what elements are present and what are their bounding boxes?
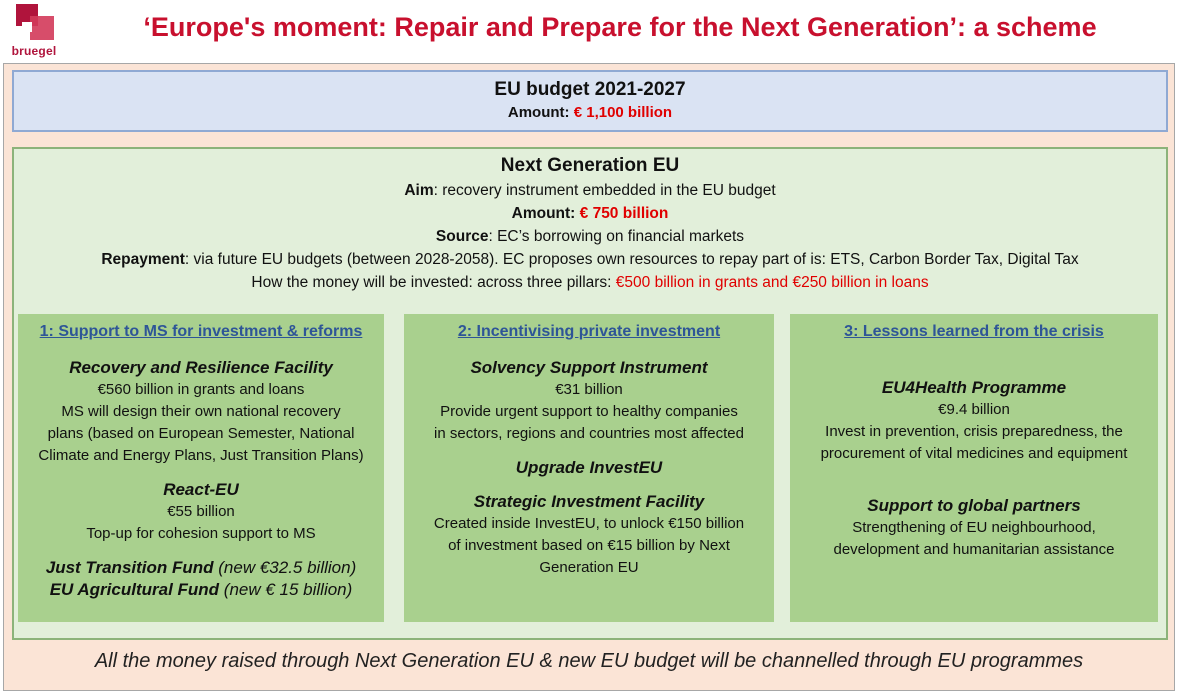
budget-amount: Amount: € 1,100 billion [507, 104, 673, 121]
budget-heading: EU budget 2021-2027 [494, 79, 686, 100]
ngeu-repayment-text: : via future EU budgets (between 2028-2058). EC proposes own resources to repay part of is: ETS, Carbon Border Tax, Digital Tax [184, 251, 1079, 268]
program-name: Solvency Support Instrument [470, 358, 708, 377]
pillar-1-item-rrf [18, 357, 384, 467]
program-line: €560 billion in grants and loans [97, 381, 305, 398]
program-line: Provide urgent support to healthy companies [440, 403, 738, 420]
pillar-3-item-global [790, 495, 1158, 561]
ngeu-invest-text: How the money will be invested: across three pillars: [251, 274, 616, 291]
ngeu-heading: Next Generation EU [500, 155, 680, 176]
ngeu-invest [14, 271, 1166, 294]
program-line: procurement of vital medicines and equipment [820, 445, 1128, 462]
program-line: Created inside InvestEU, to unlock €150 billion [433, 515, 745, 532]
program-line: Strengthening of EU neighbourhood, [852, 519, 1096, 536]
ngeu-amount: Amount: € 750 billion [511, 205, 669, 222]
ngeu-repayment-label: Repayment [101, 251, 185, 268]
logo-square-inner [22, 22, 32, 32]
program-line: in sectors, regions and countries most affected [434, 425, 744, 442]
ngeu-aim [14, 179, 1166, 202]
logo-square-front [30, 16, 54, 40]
program-line: Climate and Energy Plans, Just Transition Plans) [38, 447, 364, 464]
program-line: Generation EU [539, 559, 639, 576]
budget-amount-value: € 1,100 billion [573, 104, 673, 121]
pillar-3-title: 3: Lessons learned from the crisis [844, 323, 1104, 340]
fund-agricultural [18, 579, 384, 601]
pillar-3 [790, 314, 1158, 622]
program-line: Invest in prevention, crisis preparedness, the [825, 423, 1123, 440]
ngeu-source-text: : EC’s borrowing on financial markets [488, 228, 745, 245]
pillar-2 [404, 314, 774, 622]
fund-just-transition [18, 557, 384, 579]
bruegel-logo [6, 2, 62, 62]
program-name: EU4Health Programme [881, 378, 1067, 397]
pillar-2-item-sif [404, 491, 774, 579]
program-line: development and humanitarian assistance [833, 541, 1115, 558]
program-name: Upgrade InvestEU [515, 458, 663, 477]
program-line: plans (based on European Semester, National [47, 425, 355, 442]
ngeu-aim-label: Aim [404, 182, 434, 199]
program-line: Top-up for cohesion support to MS [86, 525, 316, 542]
pillar-3-item-eu4health [790, 377, 1158, 465]
eu-budget-box [12, 70, 1168, 132]
program-line: €9.4 billion [938, 401, 1010, 418]
logo-text: bruegel [11, 44, 57, 58]
footer-note: All the money raised through Next Generation EU & new EU budget will be channelled through EU programmes [94, 650, 1084, 672]
fund-name: EU Agricultural Fund [49, 580, 220, 599]
program-name: React-EU [163, 480, 239, 499]
program-name: Recovery and Resilience Facility [69, 358, 333, 377]
pillar-2-title: 2: Incentivising private investment [457, 323, 721, 340]
fund-note: (new € 15 billion) [219, 580, 353, 599]
fund-name: Just Transition Fund [45, 558, 214, 577]
program-line: €31 billion [555, 381, 623, 398]
ngeu-source-label: Source [435, 228, 489, 245]
ngeu-header [14, 149, 1166, 294]
pillar-1 [18, 314, 384, 622]
fund-note: (new €32.5 billion) [213, 558, 357, 577]
ngeu-aim-text: : recovery instrument embedded in the EU budget [433, 182, 776, 199]
ngeu-amount-value: € 750 billion [579, 205, 669, 222]
ngeu-repayment [14, 248, 1166, 271]
pillar-1-title: 1: Support to MS for investment & reforms [39, 323, 363, 340]
program-line: MS will design their own national recovery [61, 403, 341, 420]
page-title: ‘Europe's moment: Repair and Prepare for the Next Generation’: a scheme [143, 12, 1097, 42]
pillar-2-item-ssi [404, 357, 774, 445]
ngeu-amount-label: Amount [511, 205, 571, 222]
ngeu-invest-highlight: €500 billion in grants and €250 billion in loans [615, 274, 929, 291]
pillar-1-item-react-eu [18, 479, 384, 545]
ngeu-source [14, 225, 1166, 248]
program-line: of investment based on €15 billion by Next [448, 537, 730, 554]
program-line: €55 billion [167, 503, 235, 520]
budget-amount-label: Amount [507, 104, 565, 121]
program-name: Support to global partners [867, 496, 1081, 515]
program-name: Strategic Investment Facility [473, 492, 705, 511]
